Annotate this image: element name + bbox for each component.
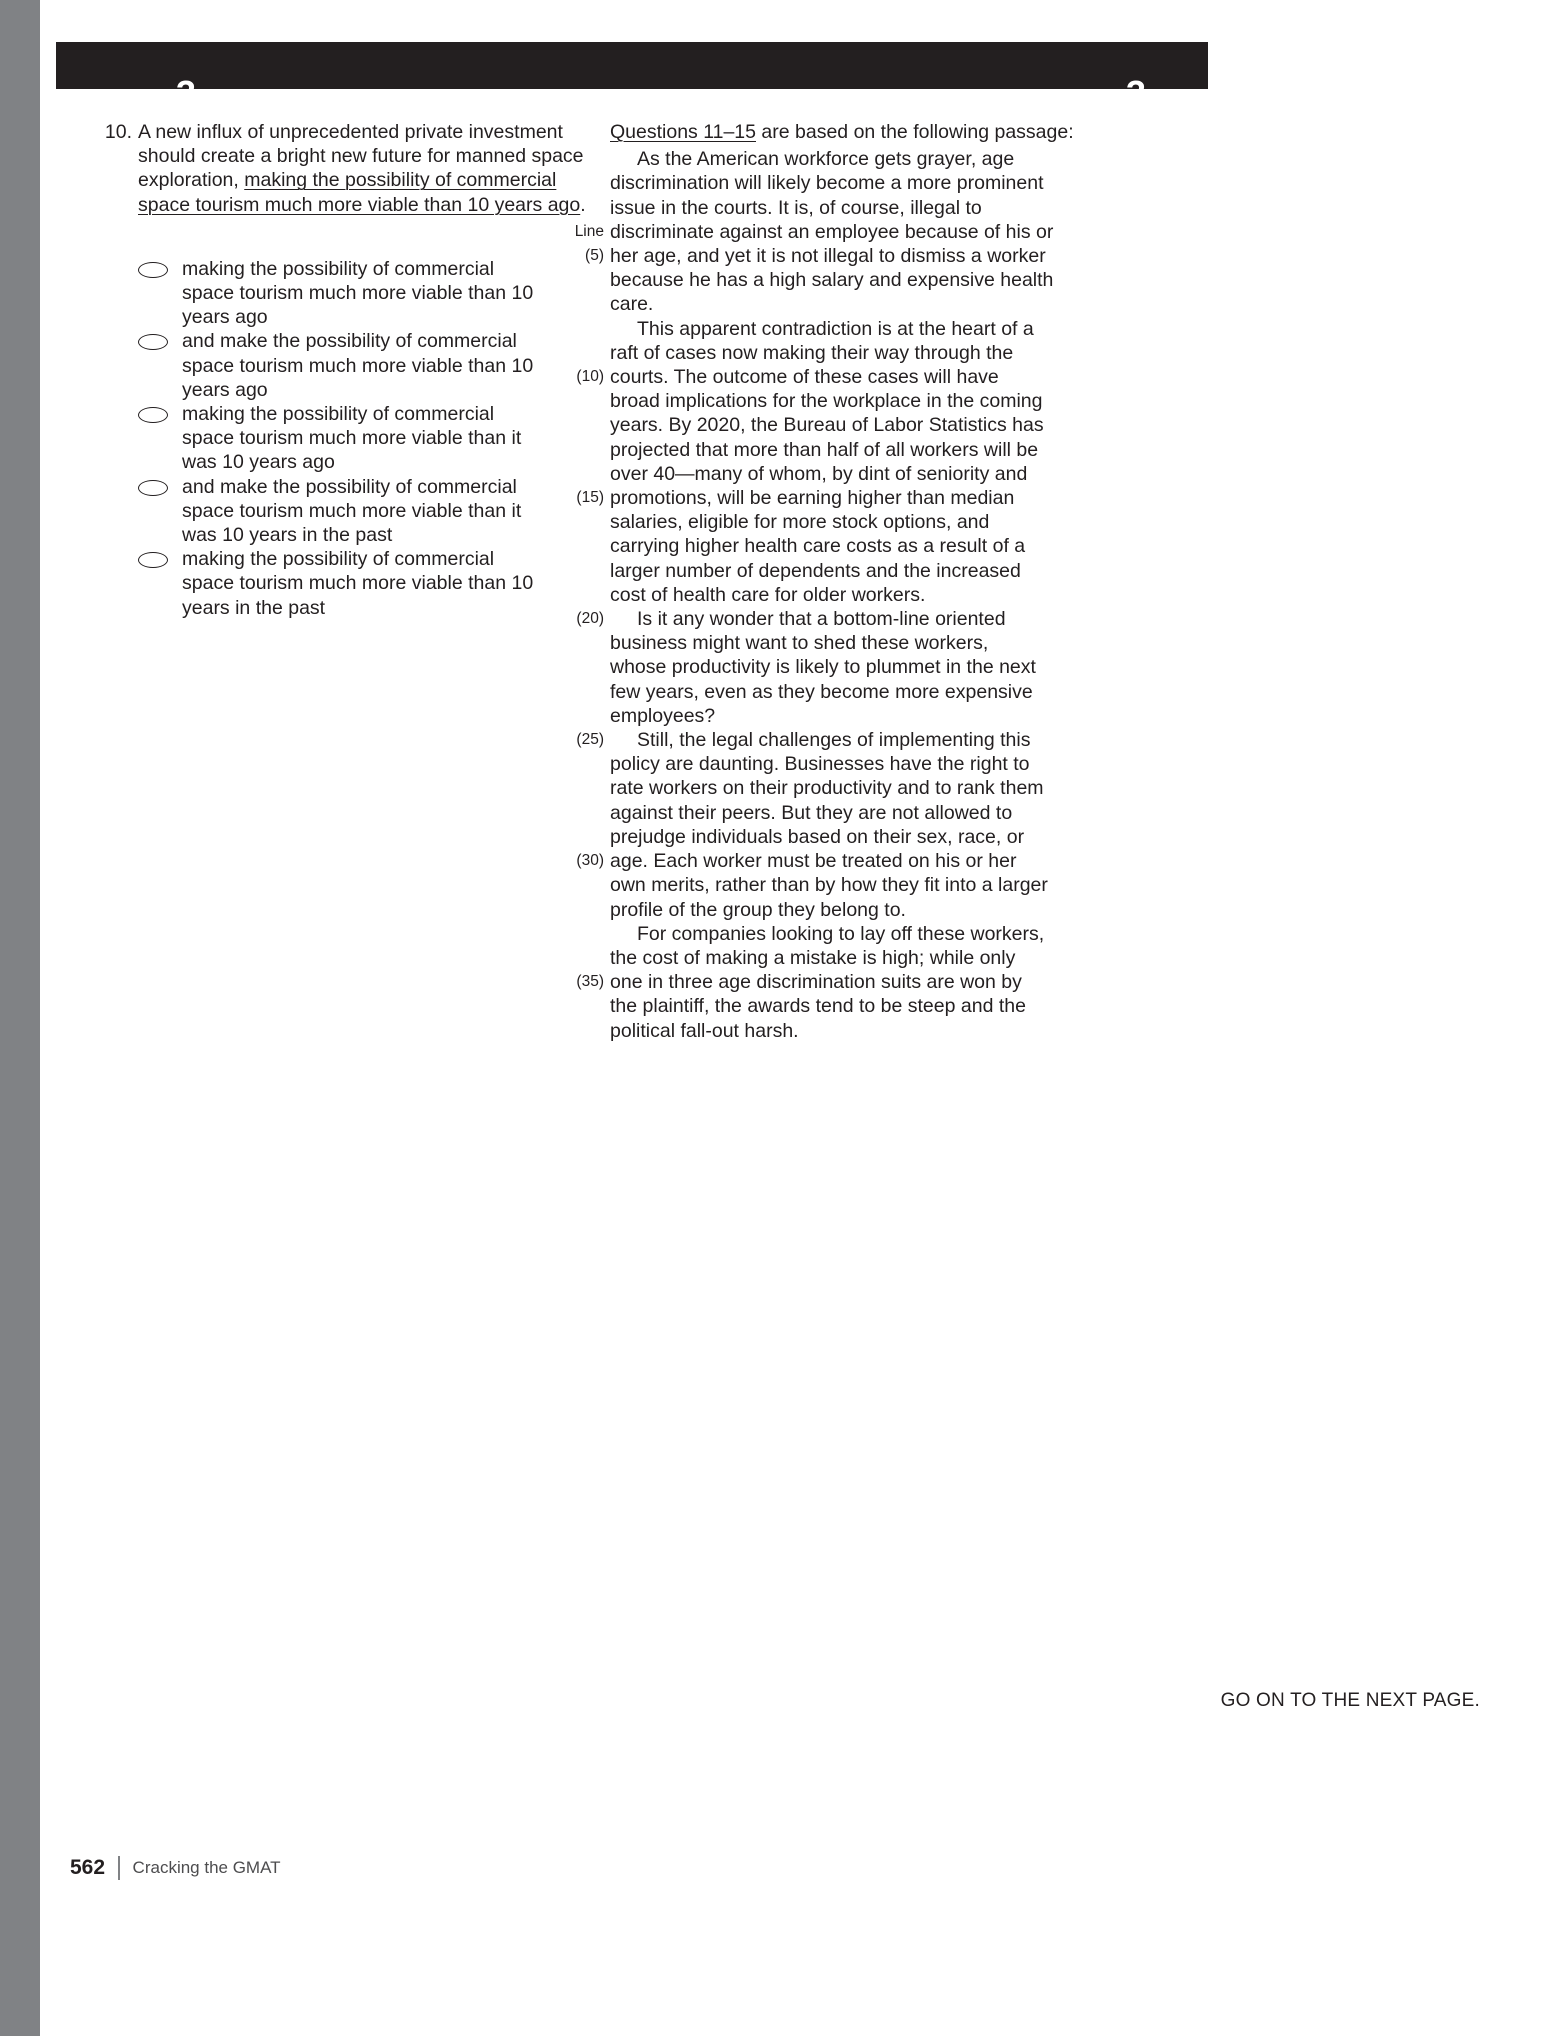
passage-line-text: For companies looking to lay off these workers, <box>637 922 1045 945</box>
passage-line-text: against their peers. But they are not allowed to <box>610 801 1013 824</box>
passage-line-text: cost of health care for older workers. <box>610 583 926 606</box>
passage-line-text: prejudge individuals based on their sex, race, or <box>610 825 1025 848</box>
passage-line <box>610 317 1125 341</box>
passage-line-text: This apparent contradiction is at the heart of a <box>637 317 1034 340</box>
passage-line <box>610 341 1125 365</box>
passage-line <box>576 365 1125 389</box>
passage-line-text: Still, the legal challenges of implementing this <box>637 729 1031 752</box>
passage-line <box>610 631 1125 655</box>
passage-line-text: Is it any wonder that a bottom-line oriented <box>637 608 1006 631</box>
passage-line <box>610 752 1125 776</box>
passage-line-text: political fall-out harsh. <box>610 1019 799 1042</box>
question-number: 10. <box>104 121 132 143</box>
passage-line-text: the plaintiff, the awards tend to be steep and the <box>610 995 1026 1018</box>
passage-line-number: (30) <box>576 852 604 870</box>
passage-line <box>610 1019 1125 1043</box>
passage-line <box>610 413 1125 437</box>
answer-choice-d[interactable] <box>138 475 588 548</box>
passage-line <box>610 946 1125 970</box>
choice-oval-icon[interactable] <box>138 480 168 496</box>
passage-line-text: whose productivity is likely to plummet in the next <box>610 656 1036 679</box>
section-marker: 3 <box>305 89 317 112</box>
passage-line <box>610 898 1125 922</box>
passage-line-text: promotions, will be earning higher than median <box>610 487 1015 510</box>
section-marker: 3 <box>593 89 605 112</box>
passage-line <box>610 147 1125 171</box>
stem-underlined-text: making the possibility of commercial space tourism much more viable than 10 years ago <box>138 169 581 216</box>
passage-line <box>610 873 1125 897</box>
passage-line-label: Line <box>574 222 604 240</box>
passage-line <box>576 486 1125 510</box>
passage-line <box>610 825 1125 849</box>
section-marker: 3 <box>880 89 892 112</box>
passage-line-text: over 40—many of whom, by dint of seniority and <box>610 462 1028 485</box>
choice-oval-icon[interactable] <box>138 334 168 350</box>
choice-oval-icon[interactable] <box>138 407 168 423</box>
passage-line <box>610 268 1125 292</box>
passage-line <box>610 801 1125 825</box>
passage-line-text: larger number of dependents and the increased <box>610 559 1021 582</box>
passage-line-text: carrying higher health care costs as a result of a <box>610 535 1026 558</box>
passage-line <box>610 776 1125 800</box>
passage-line <box>576 970 1125 994</box>
passage-line-text: As the American workforce gets grayer, age <box>637 148 1015 171</box>
passage-line-number: (15) <box>576 489 604 507</box>
answer-choice-label: making the possibility of commercial space tourism much more viable than 10 years in the past <box>182 548 534 619</box>
answer-choice-c[interactable] <box>138 402 588 475</box>
section-marker: 3 <box>737 89 749 112</box>
answer-choice-b[interactable] <box>138 329 588 402</box>
section-marker: 3 <box>1126 73 1147 114</box>
answer-choice-e[interactable] <box>138 547 588 620</box>
footer-divider <box>118 1856 120 1880</box>
right-column <box>574 120 1125 1043</box>
passage-line <box>610 510 1125 534</box>
passage-line-number: (10) <box>576 368 604 386</box>
page-number: 562 <box>70 1856 106 1879</box>
passage-line-text: age. Each worker must be treated on his or her <box>610 850 1017 873</box>
passage-line-text: because he has a high salary and expensive health <box>610 269 1054 292</box>
section-marker: 3 <box>449 89 461 112</box>
passage-line-text: employees? <box>610 704 716 727</box>
passage-line-text: own merits, rather than by how they fit into a larger <box>610 874 1048 897</box>
answer-choice-label: and make the possibility of commercial space tourism much more viable than it was 10 years in the past <box>182 475 522 547</box>
passage-line <box>610 704 1125 728</box>
passage-line <box>610 559 1125 583</box>
section-header-band <box>56 42 1208 114</box>
passage-heading <box>610 120 1125 144</box>
choice-oval-icon[interactable] <box>138 262 168 278</box>
passage-line-text: salaries, eligible for more stock options, and <box>610 511 990 534</box>
section-marker: 3 <box>1024 89 1036 112</box>
book-title: Cracking the GMAT <box>132 1858 281 1877</box>
passage-line <box>585 244 1125 268</box>
passage-line-number: (20) <box>576 610 604 628</box>
stem-text-after: . <box>580 193 586 216</box>
passage-line-text: the cost of making a mistake is high; while only <box>610 946 1016 969</box>
passage-line <box>576 728 1125 752</box>
page-footer <box>70 1856 281 1880</box>
passage-line <box>610 922 1125 946</box>
question-block <box>88 120 588 217</box>
passage-line <box>610 196 1125 220</box>
answer-choice-label: and make the possibility of commercial space tourism much more viable than 10 years ago <box>182 330 534 401</box>
passage-line-text: rate workers on their productivity and to rank them <box>610 777 1044 800</box>
answer-choice-label: making the possibility of commercial space tourism much more viable than it was 10 years ago <box>182 403 522 474</box>
passage-line <box>610 389 1125 413</box>
passage-line-text: raft of cases now making their way through the <box>610 341 1014 364</box>
passage-line <box>574 220 1125 244</box>
question-stem <box>138 120 588 217</box>
passage-line-text: broad implications for the workplace in the coming <box>610 390 1043 413</box>
passage-line-text: one in three age discrimination suits are won by <box>610 971 1022 994</box>
stem-text-before: A new influx of unprecedented private investment should create a bright new future for manned space exploration, <box>138 121 584 192</box>
passage-line-number: (25) <box>576 731 604 749</box>
passage-line <box>610 583 1125 607</box>
passage-line-text: care. <box>610 293 654 316</box>
page-edge-gutter <box>0 0 40 2036</box>
passage-line-text: issue in the courts. It is, of course, illegal to <box>610 196 982 219</box>
passage-line <box>610 534 1125 558</box>
passage-line-text: business might want to shed these workers, <box>610 632 989 655</box>
passage-line <box>610 994 1125 1018</box>
choice-oval-icon[interactable] <box>138 552 168 568</box>
answer-choice-a[interactable] <box>138 257 588 330</box>
go-on-notice: GO ON TO THE NEXT PAGE. <box>1220 1690 1480 1711</box>
passage-heading-rest: are based on the following passage: <box>756 121 1074 143</box>
passage-line <box>610 171 1125 195</box>
passage-line <box>610 438 1125 462</box>
passage-line <box>576 607 1125 631</box>
left-column <box>88 120 588 620</box>
passage-line-text: policy are daunting. Businesses have the right to <box>610 753 1030 776</box>
passage-line-text: discriminate against an employee because of his or <box>610 220 1054 243</box>
passage-line <box>610 655 1125 679</box>
passage-line-number: (5) <box>585 247 604 265</box>
passage-line <box>610 462 1125 486</box>
section-marker: 3 <box>176 73 197 114</box>
passage-line-text: discrimination will likely become a more prominent <box>610 172 1044 195</box>
passage-line-text: her age, and yet it is not illegal to dismiss a worker <box>610 245 1046 268</box>
passage-question-range: Questions 11–15 <box>610 121 756 143</box>
passage-line <box>576 849 1125 873</box>
answer-choice-label: making the possibility of commercial space tourism much more viable than 10 years ago <box>182 257 534 329</box>
passage-line-text: profile of the group they belong to. <box>610 898 906 921</box>
passage-line-text: years. By 2020, the Bureau of Labor Statistics has <box>610 414 1044 437</box>
passage-line <box>610 680 1125 704</box>
passage-line-text: few years, even as they become more expensive <box>610 680 1033 703</box>
answer-choice-list <box>138 257 588 620</box>
passage-line-text: projected that more than half of all workers will be <box>610 438 1039 461</box>
passage-line <box>610 292 1125 316</box>
passage-line-number: (35) <box>576 973 604 991</box>
passage-body <box>574 147 1125 1043</box>
passage-line-text: courts. The outcome of these cases will have <box>610 366 999 389</box>
